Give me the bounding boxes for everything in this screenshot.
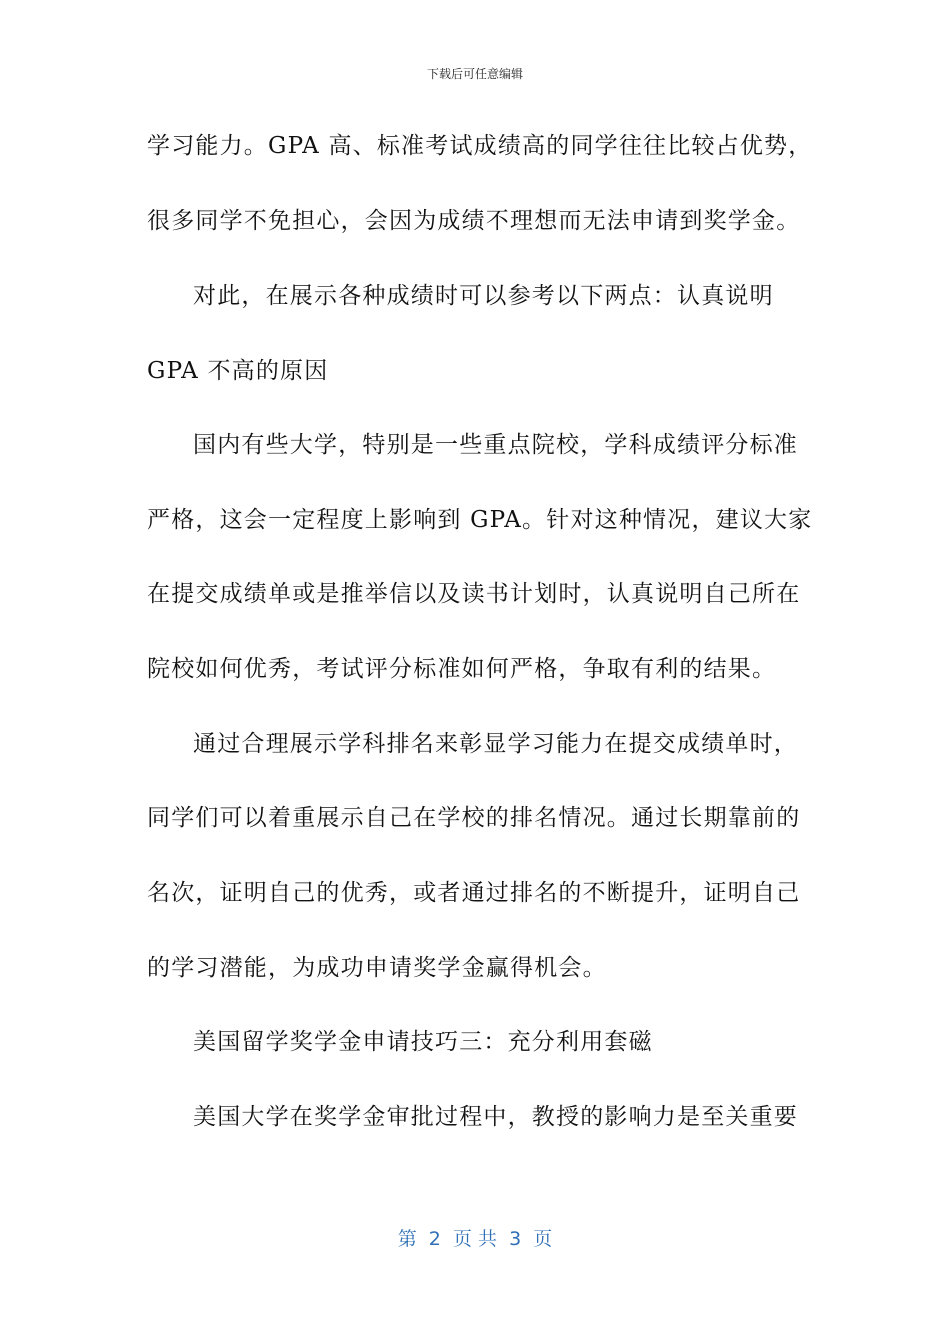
text-line: 很多同学不免担心，会因为成绩不理想而无法申请到奖学金。 [147, 208, 801, 234]
text-line: 同学们可以着重展示自己在学校的排名情况。通过长期靠前的 [147, 805, 801, 831]
text-line: 国内有些大学，特别是一些重点院校，学科成绩评分标准 [193, 432, 798, 458]
text-line: GPA 不高的原因 [147, 358, 329, 384]
page-header: 下载后可任意编辑 [426, 67, 523, 81]
text-line: 院校如何优秀，考试评分标准如何严格，争取有利的结果。 [147, 656, 777, 682]
text-line: 美国大学在奖学金审批过程中，教授的影响力是至关重要 [193, 1104, 798, 1130]
section-heading: 美国留学奖学金申请技巧三：充分利用套磁 [193, 1029, 653, 1055]
text-line: 的学习潜能，为成功申请奖学金赢得机会。 [147, 955, 607, 981]
text-line: 学习能力。GPA 高、标准考试成绩高的同学往往比较占优势， [147, 133, 813, 159]
page-number-footer: 第 2 页 共 3 页 [397, 1228, 553, 1250]
text-line: 严格，这会一定程度上影响到 GPA。针对这种情况，建议大家 [147, 507, 813, 533]
text-line: 在提交成绩单或是推举信以及读书计划时，认真说明自己所在 [147, 581, 801, 607]
text-line: 对此，在展示各种成绩时可以参考以下两点：认真说明 [193, 283, 774, 309]
text-line: 通过合理展示学科排名来彰显学习能力在提交成绩单时， [193, 731, 798, 757]
text-line: 名次，证明自己的优秀，或者通过排名的不断提升，证明自己 [147, 880, 801, 906]
